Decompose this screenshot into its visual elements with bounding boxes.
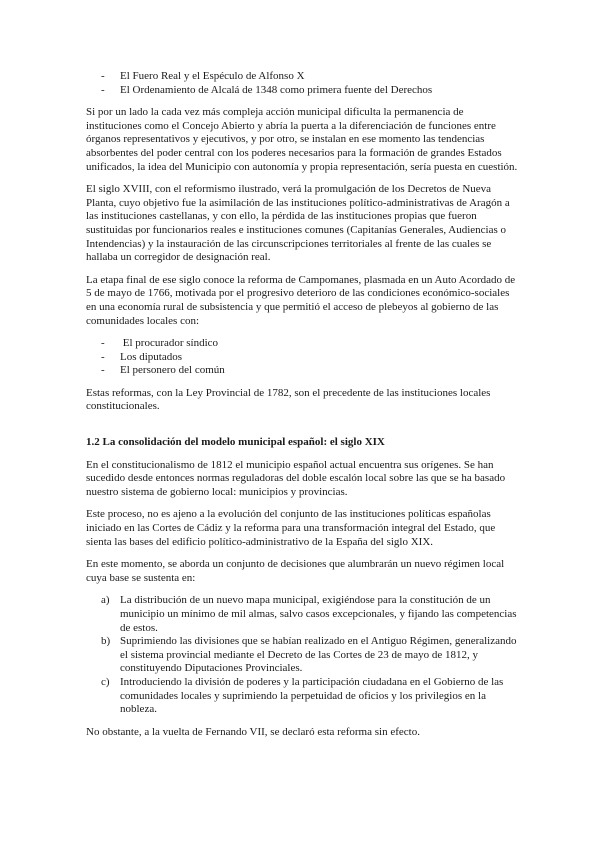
dash-bullet: -: [101, 350, 105, 363]
paragraph: En el constitucionalismo de 1812 el municipio español actual encuentra sus orígenes. Se han sucedido desde entonces normas reguladoras del doble escalón local sobre las que se ha basado nuestro sistema de gobierno local: municipios y provincias.: [86, 458, 506, 498]
paragraph: No obstante, a la vuelta de Fernando VII, se declaró esta reforma sin efecto.: [86, 725, 420, 738]
list-marker: a): [101, 594, 110, 607]
list-item: - El procurador síndico: [101, 337, 219, 350]
sources-list: [86, 70, 518, 97]
list-item: - El Fuero Real y el Espéculo de Alfonso X: [101, 70, 305, 82]
local-offices-list: [86, 337, 518, 378]
paragraph: Estas reformas, con la Ley Provincial de 1782, son el precedente de las instituciones locales constitucionales.: [86, 386, 491, 413]
section-heading: 1.2 La consolidación del modelo municipal español: el siglo XIX: [86, 436, 385, 449]
paragraph: Si por un lado la cada vez más compleja acción municipal dificulta la permanencia de instituciones como el Concejo Abierto y abría la puerta a la diferenciación de funciones entre órganos representativos y ejecutivos, y por otro, se instalan en ese momento las tendencias absorbentes del poder central con los poderes necesarios para la formación de grandes Estados unificados, la idea del Municipio con autonomía y propia representación, sería puesta en cuestión.: [86, 106, 518, 173]
list-marker: b): [101, 635, 111, 648]
list-item: b) Suprimiendo las divisiones que se habían realizado en el Antiguo Régimen, generalizando el sistema provincial mediante el Decreto de las Cortes de 23 de mayo de 1812, y constituyendo Diputaciones Provinciales.: [101, 635, 517, 675]
dash-bullet: -: [101, 364, 105, 377]
paragraph: La etapa final de ese siglo conoce la reforma de Campomanes, plasmada en un Auto Acordado de 5 de mayo de 1766, motivada por el progresivo deterioro de las condiciones económico-sociales en una economía rural de subsistencia y que permitió el acceso de plebeyos al gobierno de las comunidades locales con:: [86, 273, 516, 327]
paragraph: El siglo XVIII, con el reformismo ilustrado, verá la promulgación de los Decretos de Nueva Planta, cuyo objetivo fue la asimilación de las instituciones político-administrativas de Aragón a las instituciones castellanas, y con ello, la pérdida de las instituciones propias que fueron sustituidas por funcionarios reales e instituciones comunes (Capitanías Generales, Audiencias o Intendencias) y la instauración de las circunscripciones territoriales al frente de las cuales se hallaba un corregidor de designación real.: [86, 183, 510, 264]
list-item: - El Ordenamiento de Alcalá de 1348 como primera fuente del Derechos: [101, 83, 433, 96]
list-marker: c): [101, 675, 110, 688]
list-item: c) Introduciendo la división de poderes y la participación ciudadana en el Gobierno de las comunidades locales y suprimiendo la perpetuidad de oficios y los privilegios en la nobleza.: [101, 675, 504, 716]
paragraph: Este proceso, no es ajeno a la evolución del conjunto de las instituciones políticas españolas iniciado en las Cortes de Cádiz y la reforma para una transformación integral del Estado, que sienta las bases del edificio político-administrativo de la España del siglo XIX.: [86, 508, 496, 548]
page-content: [86, 70, 518, 748]
dash-bullet: -: [101, 83, 105, 96]
paragraph: En este momento, se aborda un conjunto de decisiones que alumbrarán un nuevo régimen local cuya base se sustenta en:: [86, 558, 505, 584]
list-item: - Los diputados: [101, 350, 183, 363]
reforms-list: [86, 594, 518, 716]
dash-bullet: -: [101, 70, 105, 82]
list-item: - El personero del común: [101, 364, 225, 377]
list-item: a) La distribución de un nuevo mapa municipal, exigiéndose para la constitución de un municipio un mínimo de mil almas, salvo casos excepcionales, y fijando las competencias de estos.: [101, 594, 517, 634]
dash-bullet: -: [101, 337, 105, 350]
